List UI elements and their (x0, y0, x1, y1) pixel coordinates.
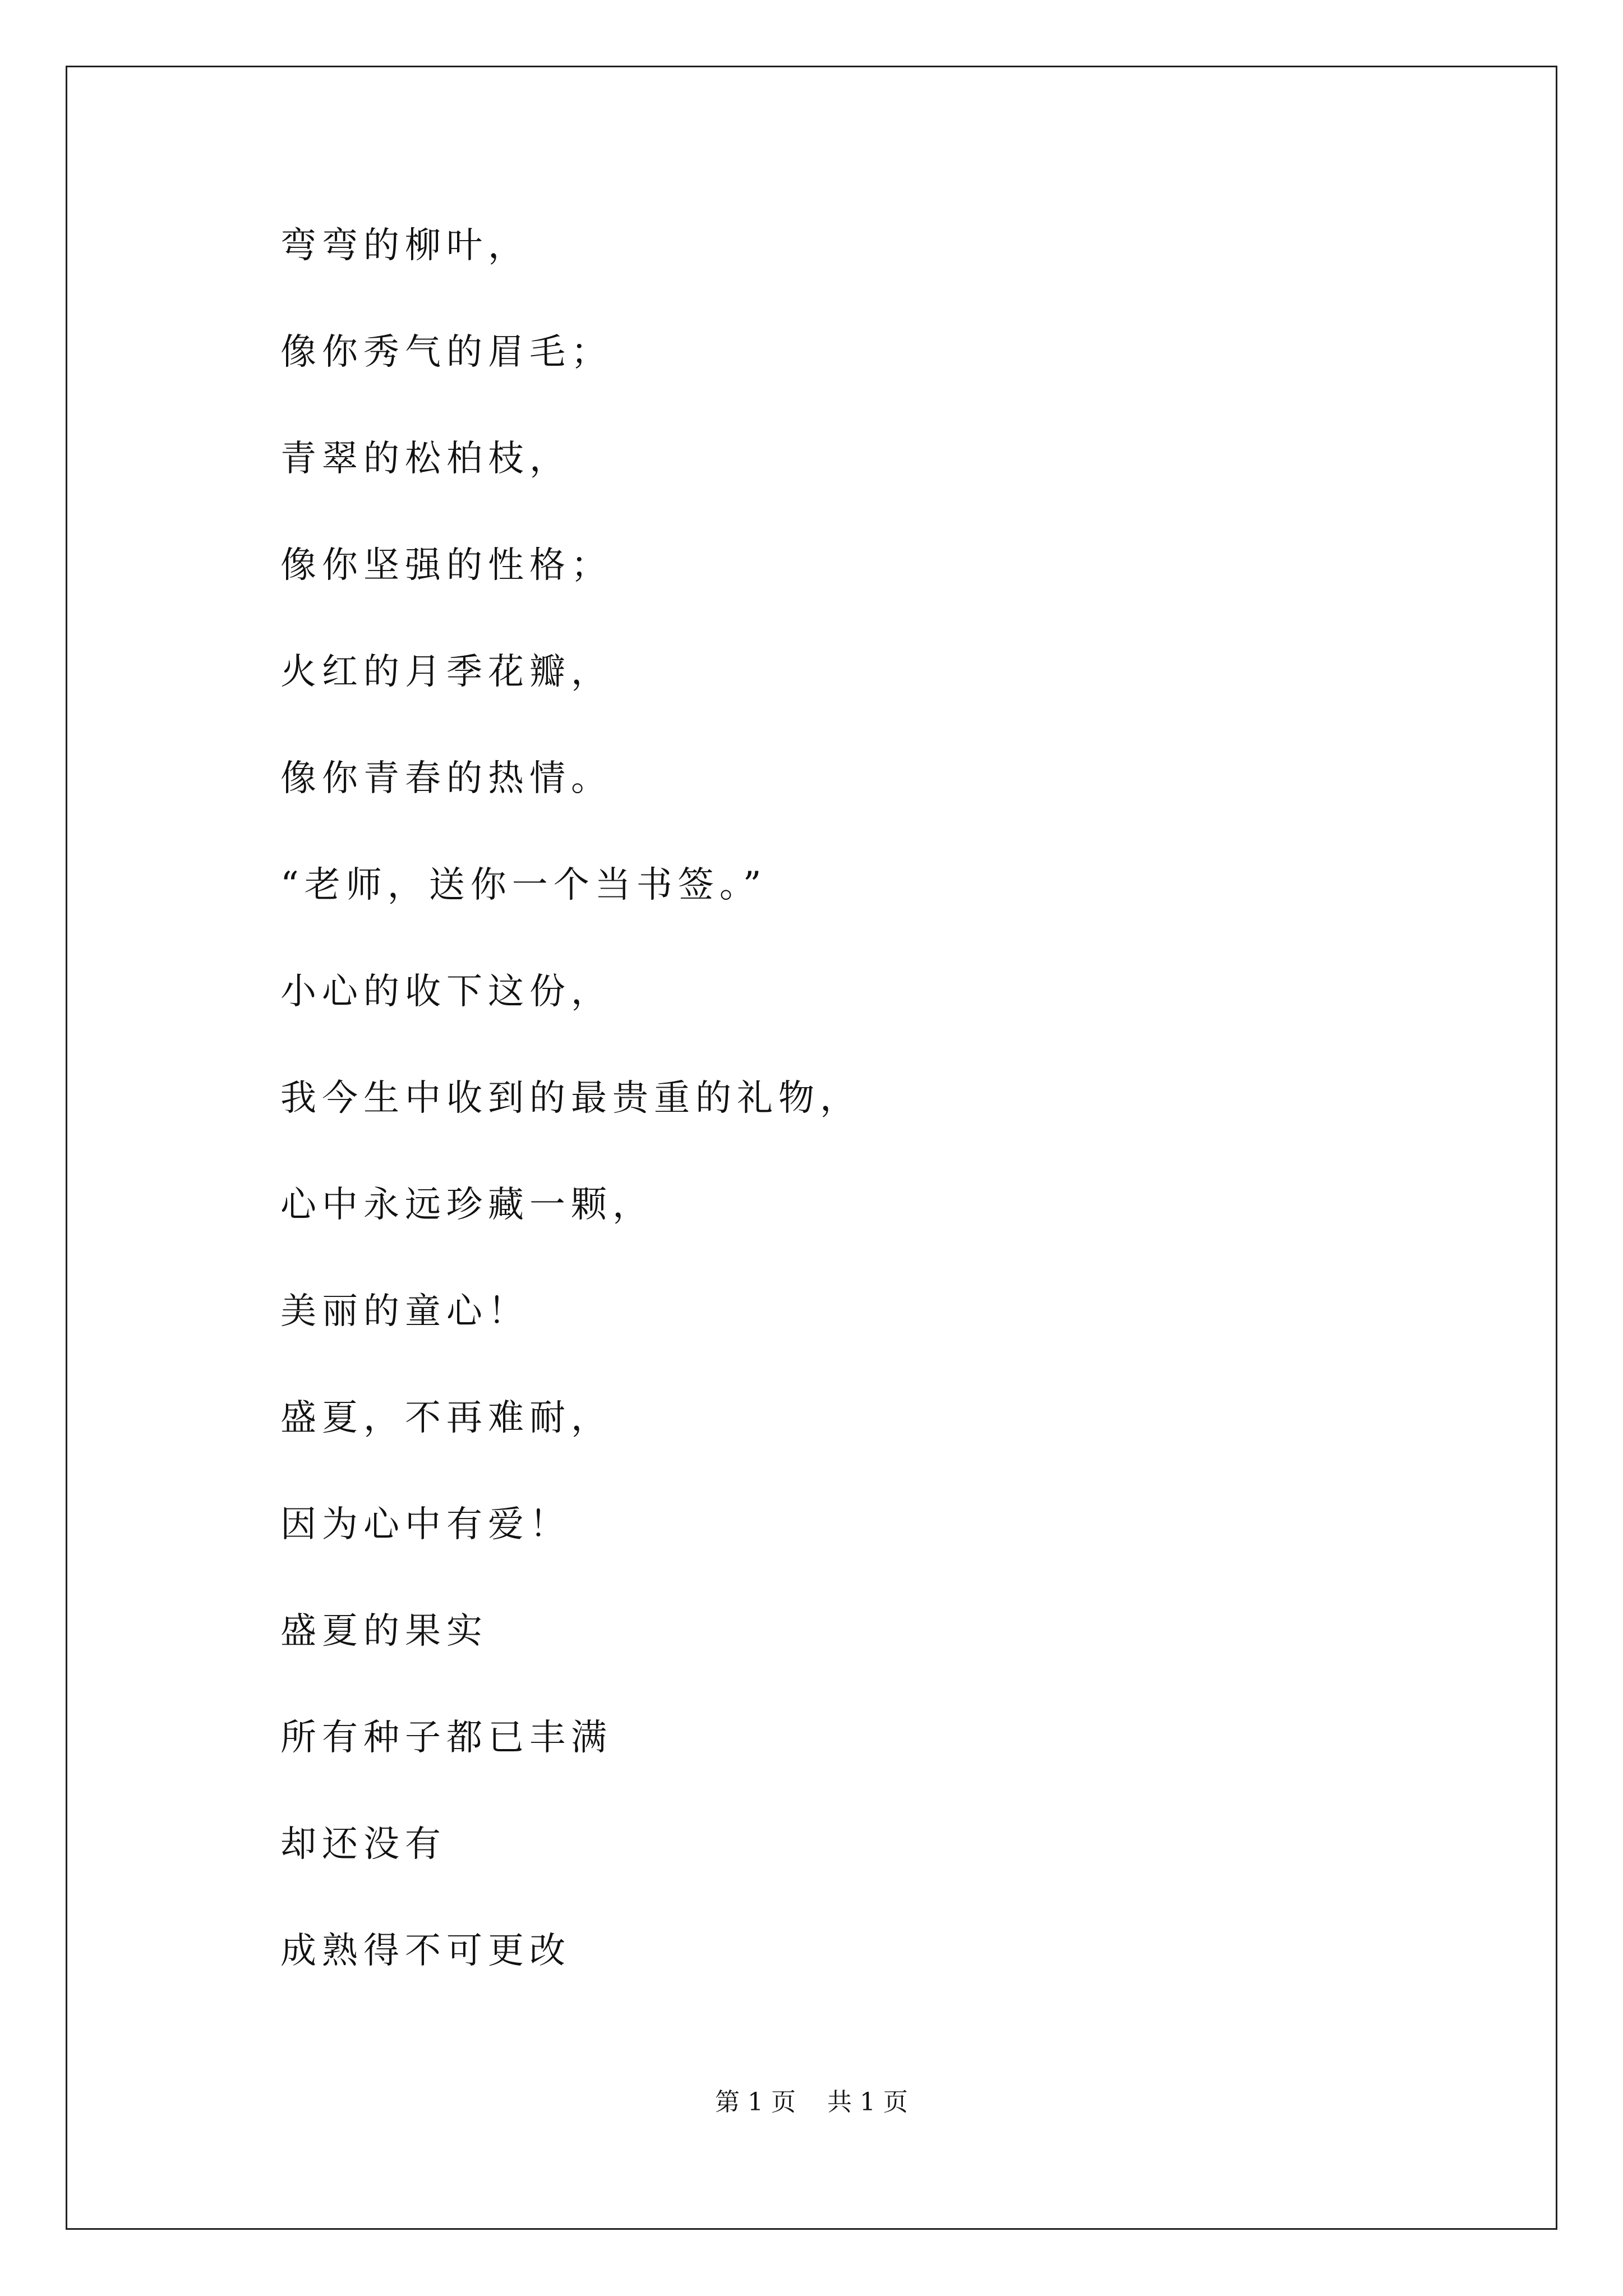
poem-line: 我今生中收到的最贵重的礼物， (280, 1078, 861, 1119)
poem-line: 成熟得不可更改 (280, 1930, 571, 1972)
poem-line: 弯弯的柳叶， (280, 225, 529, 266)
poem-line: 心中永远珍藏一颗， (280, 1184, 654, 1226)
poem-line: 因为心中有爱！ (280, 1504, 571, 1545)
poem-line: 像你青春的热情。 (280, 758, 612, 799)
poem-line: 火红的月季花瓣， (280, 651, 612, 693)
poem-line: 像你坚强的性格； (280, 545, 612, 586)
page-number-footer: 第 1 页 共 1 页 (715, 2088, 908, 2116)
poem-line: 所有种子都已丰满 (280, 1717, 612, 1759)
poem-line: 像你秀气的眉毛； (280, 332, 612, 373)
poem-line: 盛夏，不再难耐， (280, 1397, 612, 1439)
poem-line: 盛夏的果实 (280, 1611, 488, 1652)
poem-line: 美丽的童心！ (280, 1291, 529, 1332)
poem-body (280, 223, 1486, 2035)
poem-line: 却还没有 (280, 1824, 446, 1865)
poem-line: 小心的收下这份， (280, 971, 612, 1013)
poem-line: 青翠的松柏枝， (280, 438, 571, 480)
poem-line: “老师，送你一个当书签。” (280, 864, 767, 906)
